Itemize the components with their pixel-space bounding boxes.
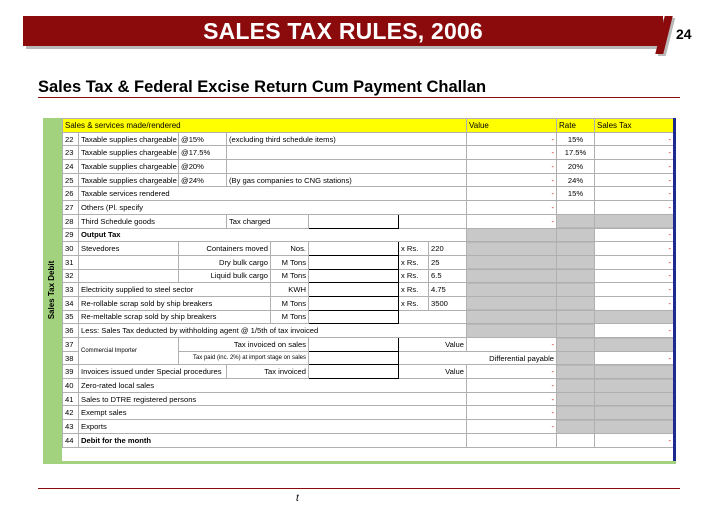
row-unit: M Tons — [271, 310, 309, 324]
row-sublabel: Containers moved — [179, 242, 271, 256]
shaded-cell — [557, 351, 595, 365]
row-label: Third Schedule goods — [79, 214, 227, 228]
tax-invoiced-input[interactable] — [309, 338, 399, 352]
shaded-cell — [557, 324, 595, 338]
title-banner — [23, 16, 663, 46]
rate-cell: 15% — [557, 187, 595, 201]
empty-cell — [79, 269, 179, 283]
empty-cell — [399, 310, 467, 324]
row-number: 27 — [63, 201, 79, 215]
row-label: Zero-rated local sales — [79, 379, 467, 393]
row-number: 30 — [63, 242, 79, 256]
row-label: Stevedores — [79, 242, 179, 256]
shaded-cell — [595, 420, 674, 434]
value-cell[interactable]: - — [467, 187, 557, 201]
shaded-cell — [467, 296, 557, 310]
form-border-right — [673, 118, 676, 464]
rate-cell: 17.5% — [557, 146, 595, 160]
sales-tax-cell[interactable]: - — [595, 269, 674, 283]
shaded-cell — [467, 269, 557, 283]
sales-tax-cell[interactable]: - — [595, 283, 674, 297]
sales-tax-cell[interactable]: - — [595, 242, 674, 256]
row-label: Output Tax — [79, 228, 467, 242]
value-label: Value — [399, 365, 467, 379]
row-unit: Nos. — [271, 242, 309, 256]
tax-invoiced-input[interactable] — [309, 365, 399, 379]
table-row — [63, 324, 674, 338]
row-number: 22 — [63, 132, 79, 146]
quantity-input[interactable] — [309, 255, 399, 269]
row-number: 42 — [63, 406, 79, 420]
table-row — [63, 160, 674, 174]
value-label: Value — [399, 338, 467, 352]
row-number: 25 — [63, 173, 79, 187]
side-label: Sales Tax Debit — [47, 260, 56, 320]
shaded-cell — [595, 310, 674, 324]
table-row — [63, 338, 674, 352]
row-number: 41 — [63, 392, 79, 406]
quantity-input[interactable] — [309, 269, 399, 283]
row-label: Debit for the month — [79, 433, 467, 447]
table-row — [63, 406, 674, 420]
value-cell[interactable]: - — [467, 214, 557, 228]
shaded-cell — [557, 338, 595, 352]
differential-label: Differential payable — [399, 351, 557, 365]
row-sublabel: Tax invoiced — [227, 365, 309, 379]
empty-cell — [227, 160, 467, 174]
table-row — [63, 283, 674, 297]
shaded-cell — [467, 283, 557, 297]
table-row — [63, 201, 674, 215]
shaded-cell — [557, 420, 595, 434]
row-label: Electricity supplied to steel sector — [79, 283, 271, 297]
table-row — [63, 146, 674, 160]
value-cell[interactable]: - — [467, 338, 557, 352]
col-header-rate: Rate — [557, 119, 595, 133]
value-cell[interactable]: - — [467, 132, 557, 146]
form-frame — [43, 118, 677, 464]
row-number: 40 — [63, 379, 79, 393]
col-header-description: Sales & services made/rendered — [63, 119, 467, 133]
fixed-rate: 3500 — [429, 296, 467, 310]
row-unit: M Tons — [271, 296, 309, 310]
rate-cell: 20% — [557, 160, 595, 174]
sales-tax-cell[interactable]: - — [595, 132, 674, 146]
quantity-input[interactable] — [309, 283, 399, 297]
footer-divider — [38, 488, 680, 489]
table-row — [63, 365, 674, 379]
row-number: 31 — [63, 255, 79, 269]
value-cell[interactable]: - — [467, 392, 557, 406]
row-label: Exports — [79, 420, 467, 434]
fixed-rate: 6.5 — [429, 269, 467, 283]
table-row — [63, 214, 674, 228]
empty-cell — [399, 214, 467, 228]
shaded-cell — [595, 406, 674, 420]
shaded-cell — [467, 228, 557, 242]
row-sublabel: Dry bulk cargo — [179, 255, 271, 269]
shaded-cell — [595, 379, 674, 393]
shaded-cell — [595, 214, 674, 228]
subtitle: Sales Tax & Federal Excise Return Cum Payment Challan — [38, 78, 487, 96]
commercial-importer-label: Commercial Importer — [79, 338, 179, 365]
shaded-cell — [557, 379, 595, 393]
table-row — [63, 228, 674, 242]
tax-charged-label: Tax charged — [227, 214, 309, 228]
row-label: Less: Sales Tax deducted by withholding agent @ 1/5th of tax invoiced — [79, 324, 467, 338]
table-row — [63, 379, 674, 393]
row-label: Taxable services rendered — [79, 187, 467, 201]
fixed-rate: 220 — [429, 242, 467, 256]
empty-cell — [557, 201, 595, 215]
tax-charged-input[interactable] — [309, 214, 399, 228]
sales-tax-cell[interactable]: - — [595, 173, 674, 187]
row-label: Invoices issued under Special procedures — [79, 365, 227, 379]
quantity-input[interactable] — [309, 242, 399, 256]
row-rate-label: @24% — [179, 173, 227, 187]
sales-tax-cell[interactable]: - — [595, 296, 674, 310]
value-cell[interactable]: - — [467, 365, 557, 379]
shaded-cell — [557, 296, 595, 310]
row-label: Taxable supplies chargeable — [79, 173, 179, 187]
empty-cell — [557, 433, 595, 447]
row-sublabel: Tax paid (inc. 2%) at import stage on sales — [179, 351, 309, 365]
shaded-cell — [557, 255, 595, 269]
shaded-cell — [557, 228, 595, 242]
table-row — [63, 296, 674, 310]
row-label: Others (Pl. specify — [79, 201, 467, 215]
row-number: 35 — [63, 310, 79, 324]
row-number: 38 — [63, 351, 79, 365]
row-label: Re-meltable scrap sold by ship breakers — [79, 310, 271, 324]
row-number: 44 — [63, 433, 79, 447]
fixed-rate: 4.75 — [429, 283, 467, 297]
empty-cell — [79, 255, 179, 269]
row-unit: M Tons — [271, 255, 309, 269]
row-unit: M Tons — [271, 269, 309, 283]
shaded-cell — [557, 214, 595, 228]
subtitle-divider — [38, 97, 680, 98]
shaded-cell — [595, 338, 674, 352]
shaded-cell — [467, 310, 557, 324]
row-number: 37 — [63, 338, 79, 352]
row-label: Taxable supplies chargeable — [79, 146, 179, 160]
rate-prefix: x Rs. — [399, 242, 429, 256]
row-rate-label: @17.5% — [179, 146, 227, 160]
value-cell[interactable]: - — [467, 160, 557, 174]
footer-text: t — [296, 493, 299, 504]
sales-tax-cell[interactable]: - — [595, 324, 674, 338]
shaded-cell — [467, 242, 557, 256]
fixed-rate: 25 — [429, 255, 467, 269]
sales-tax-cell[interactable]: - — [595, 146, 674, 160]
table-row — [63, 187, 674, 201]
row-number: 29 — [63, 228, 79, 242]
row-label: Sales to DTRE registered persons — [79, 392, 467, 406]
empty-cell — [467, 433, 557, 447]
shaded-cell — [467, 324, 557, 338]
row-number: 34 — [63, 296, 79, 310]
table-row — [63, 242, 674, 256]
row-number: 28 — [63, 214, 79, 228]
shaded-cell — [557, 310, 595, 324]
sales-tax-cell[interactable]: - — [595, 433, 674, 447]
rate-prefix: x Rs. — [399, 283, 429, 297]
return-form-table — [62, 118, 674, 448]
rate-prefix: x Rs. — [399, 269, 429, 283]
shaded-cell — [557, 242, 595, 256]
table-row — [63, 132, 674, 146]
table-row — [63, 269, 674, 283]
row-note: (By gas companies to CNG stations) — [227, 173, 467, 187]
row-rate-label: @15% — [179, 132, 227, 146]
row-number: 33 — [63, 283, 79, 297]
quantity-input[interactable] — [309, 296, 399, 310]
rate-cell: 15% — [557, 132, 595, 146]
sales-tax-cell[interactable]: - — [595, 187, 674, 201]
row-label: Taxable supplies chargeable — [79, 132, 179, 146]
col-header-sales-tax: Sales Tax — [595, 119, 674, 133]
quantity-input[interactable] — [309, 310, 399, 324]
value-cell[interactable]: - — [467, 146, 557, 160]
sales-tax-cell[interactable]: - — [595, 228, 674, 242]
shaded-cell — [557, 269, 595, 283]
page-number: 24 — [676, 26, 692, 42]
side-label-bar — [43, 118, 60, 464]
shaded-cell — [557, 365, 595, 379]
row-sublabel: Tax invoiced on sales — [179, 338, 309, 352]
row-note: (excluding third schedule items) — [227, 132, 467, 146]
table-row — [63, 392, 674, 406]
shaded-cell — [467, 255, 557, 269]
table-row — [63, 420, 674, 434]
empty-cell — [227, 146, 467, 160]
row-number: 39 — [63, 365, 79, 379]
rate-prefix: x Rs. — [399, 296, 429, 310]
page-title: SALES TAX RULES, 2006 — [203, 17, 483, 44]
row-label: Exempt sales — [79, 406, 467, 420]
table-row — [63, 310, 674, 324]
row-number: 23 — [63, 146, 79, 160]
row-unit: KWH — [271, 283, 309, 297]
value-cell[interactable]: - — [467, 173, 557, 187]
sales-tax-cell[interactable]: - — [595, 201, 674, 215]
value-cell[interactable]: - — [467, 379, 557, 393]
col-header-value: Value — [467, 119, 557, 133]
shaded-cell — [557, 406, 595, 420]
form-border-bottom — [43, 461, 676, 464]
sales-tax-cell[interactable]: - — [595, 351, 674, 365]
row-sublabel: Liquid bulk cargo — [179, 269, 271, 283]
table-row — [63, 173, 674, 187]
shaded-cell — [557, 283, 595, 297]
sales-tax-cell[interactable]: - — [595, 160, 674, 174]
shaded-cell — [595, 365, 674, 379]
value-cell[interactable]: - — [467, 420, 557, 434]
row-number: 24 — [63, 160, 79, 174]
row-number: 26 — [63, 187, 79, 201]
sales-tax-cell[interactable]: - — [595, 255, 674, 269]
row-number: 32 — [63, 269, 79, 283]
tax-paid-input[interactable] — [309, 351, 399, 365]
value-cell[interactable]: - — [467, 406, 557, 420]
row-label: Re-rollable scrap sold by ship breakers — [79, 296, 271, 310]
table-row — [63, 255, 674, 269]
row-label: Taxable supplies chargeable — [79, 160, 179, 174]
value-cell[interactable]: - — [467, 201, 557, 215]
shaded-cell — [595, 392, 674, 406]
row-number: 36 — [63, 324, 79, 338]
row-number: 43 — [63, 420, 79, 434]
table-row — [63, 433, 674, 447]
shaded-cell — [557, 392, 595, 406]
rate-prefix: x Rs. — [399, 255, 429, 269]
table-header-row — [63, 119, 674, 133]
row-rate-label: @20% — [179, 160, 227, 174]
rate-cell: 24% — [557, 173, 595, 187]
